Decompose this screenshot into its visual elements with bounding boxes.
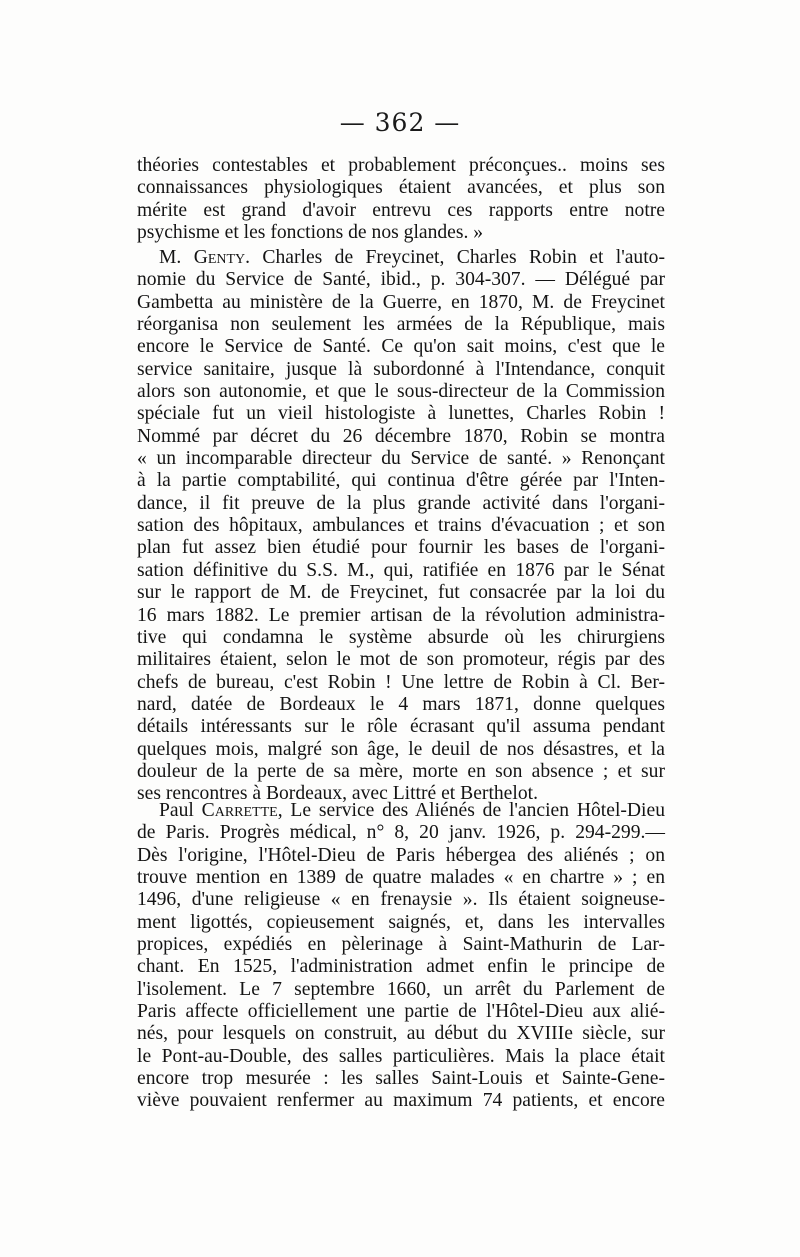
page-number: — 362 — bbox=[339, 108, 461, 137]
author-name: Carrette bbox=[201, 800, 278, 821]
text-line: 1496, d'une religieuse « en frenaysie ». Ils étaient soigneuse- bbox=[137, 889, 665, 911]
text-line: Gambetta au ministère de la Guerre, en 1870, M. de Freycinet bbox=[137, 291, 665, 313]
text-line: connaissances physiologiques étaient avancées, et plus son bbox=[137, 177, 665, 199]
text-line: de Paris. Progrès médical, n° 8, 20 janv. 1926, p. 294-299.— bbox=[137, 822, 665, 844]
text-line: sur le rapport de M. de Freycinet, fut consacrée par la loi du bbox=[137, 582, 665, 604]
text-line: viève pouvaient renfermer au maximum 74 patients, et encore bbox=[137, 1090, 665, 1112]
text-line: nard, datée de Bordeaux le 4 mars 1871, donne quelques bbox=[137, 693, 665, 715]
author-first-name: Paul bbox=[159, 800, 202, 821]
text-line: spéciale fut un vieil histologiste à lunettes, Charles Robin ! bbox=[137, 403, 665, 425]
text-line: mérite est grand d'avoir entrevu ces rapports entre notre bbox=[137, 199, 665, 221]
text-line: Dès l'origine, l'Hôtel-Dieu de Paris hébergea des aliénés ; on bbox=[137, 844, 665, 866]
text-line: à la partie comptabilité, qui continua d'être gérée par l'Inten- bbox=[137, 470, 665, 492]
text-line: quelques mois, malgré son âge, le deuil de nos désastres, et la bbox=[137, 738, 665, 760]
text-line: l'isolement. Le 7 septembre 1660, un arrêt du Parlement de bbox=[137, 978, 665, 1000]
text-line: « un incomparable directeur du Service de santé. » Renonçant bbox=[137, 448, 665, 470]
text-line: plan fut assez bien étudié pour fournir les bases de l'organi- bbox=[137, 537, 665, 559]
entry-heading-line bbox=[137, 247, 665, 269]
text-line: ses rencontres à Bordeaux, avec Littré et Berthelot. bbox=[137, 783, 538, 805]
entry-title-start: . Charles de Freycinet, Charles Robin et l'auto- bbox=[245, 247, 665, 268]
text-line: service sanitaire, jusque là subordonné à l'Intendance, conquit bbox=[137, 358, 665, 380]
text-line: tive qui condamna le système absurde où les chirurgiens bbox=[137, 626, 665, 648]
text-line: théories contestables et probablement préconçues.. moins ses bbox=[137, 155, 665, 176]
paragraph-continuation bbox=[137, 155, 665, 244]
entry-heading-line bbox=[137, 800, 665, 822]
text-line: douleur de la perte de sa mère, morte en son absence ; et sur bbox=[137, 760, 665, 782]
text-line: encore trop mesurée : les salles Saint-Louis et Sainte-Gene- bbox=[137, 1068, 665, 1090]
text-line: psychisme et les fonctions de nos glandes. » bbox=[137, 222, 484, 244]
text-line: détails intéressants sur le rôle écrasant qu'il assuma pendant bbox=[137, 716, 665, 738]
text-line: le Pont-au-Double, des salles particulières. Mais la place était bbox=[137, 1045, 665, 1067]
text-line: Paris affecte officiellement une partie de l'Hôtel-Dieu aux alié- bbox=[137, 1001, 665, 1023]
text-line: propices, expédiés en pèlerinage à Saint-Mathurin de Lar- bbox=[137, 934, 665, 956]
text-line: dance, il fit preuve de la plus grande activité dans l'organi- bbox=[137, 492, 665, 514]
text-line: sation des hôpitaux, ambulances et trains d'évacuation ; et son bbox=[137, 515, 665, 537]
author-name: Genty bbox=[193, 247, 246, 268]
author-initial: M. bbox=[159, 247, 194, 268]
text-line: alors son autonomie, et que le sous-directeur de la Commission bbox=[137, 381, 665, 403]
paragraph-genty bbox=[137, 247, 665, 806]
text-line: sation définitive du S.S. M., qui, ratifiée en 1876 par le Sénat bbox=[137, 559, 665, 581]
text-line: militaires étaient, selon le mot de son promoteur, régis par des bbox=[137, 649, 665, 671]
text-line: 16 mars 1882. Le premier artisan de la révolution administra- bbox=[137, 604, 665, 626]
text-line: chefs de bureau, c'est Robin ! Une lettre de Robin à Cl. Ber- bbox=[137, 671, 665, 693]
paragraph-carrette bbox=[137, 800, 665, 1113]
entry-title-start: , Le service des Aliénés de l'ancien Hôtel-Dieu bbox=[277, 800, 665, 821]
text-line: encore le Service de Santé. Ce qu'on sait moins, c'est que le bbox=[137, 336, 665, 358]
text-line: nomie du Service de Santé, ibid., p. 304-307. — Délégué par bbox=[137, 269, 665, 291]
text-line: réorganisa non seulement les armées de la République, mais bbox=[137, 314, 665, 336]
text-line: chant. En 1525, l'administration admet enfin le principe de bbox=[137, 956, 665, 978]
text-line: Nommé par décret du 26 décembre 1870, Robin se montra bbox=[137, 425, 665, 447]
text-line: nés, pour lesquels on construit, au début du XVIIIe siècle, sur bbox=[137, 1023, 665, 1045]
text-line: trouve mention en 1389 de quatre malades « en chartre » ; en bbox=[137, 867, 665, 889]
text-line: ment ligottés, copieusement saignés, et, dans les intervalles bbox=[137, 911, 665, 933]
